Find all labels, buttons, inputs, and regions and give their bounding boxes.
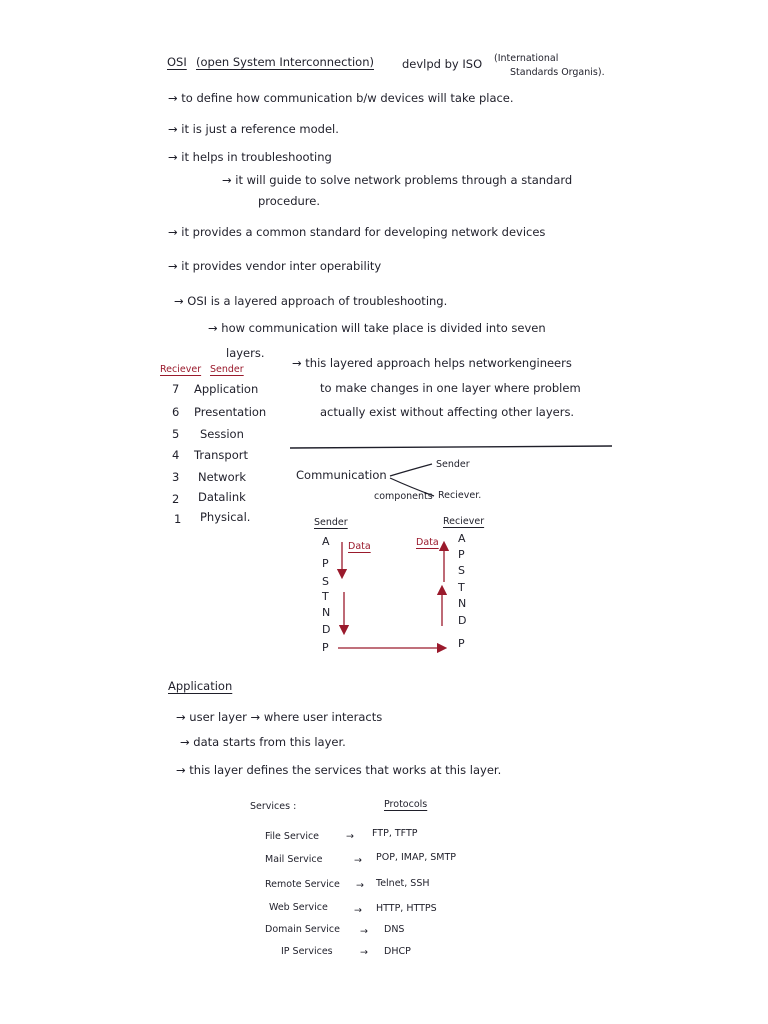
sender-column-label: Sender [314, 517, 348, 528]
arrow-icon: → [360, 947, 368, 958]
data-label-left: Data [348, 541, 371, 552]
note-line: → it is just a reference model. [168, 122, 339, 136]
sender-layer-letter: D [322, 623, 331, 636]
service-name: File Service [265, 831, 320, 842]
service-protocols: POP, IMAP, SMTP [376, 852, 456, 863]
section-divider-line [290, 446, 612, 448]
iso-line-1: (International [494, 53, 559, 64]
arrow-icon: → [354, 855, 362, 866]
service-protocols: DNS [384, 924, 405, 935]
layer-name: Network [198, 470, 247, 484]
sender-layer-letter: S [322, 575, 329, 588]
layer-number: 4 [172, 448, 180, 462]
note-line: → OSI is a layered approach of troubleshooting. [174, 294, 448, 308]
sender-layer-letter: A [322, 535, 330, 548]
note-line: → this layered approach helps networkengineers [292, 356, 572, 370]
layer-name: Session [200, 427, 244, 441]
note-line: → it helps in troubleshooting [168, 150, 332, 164]
protocols-label: Protocols [384, 799, 428, 810]
reciever-layer-letter: T [458, 581, 465, 594]
layer-name: Presentation [194, 405, 267, 419]
layer-name: Application [194, 382, 259, 396]
note-line: to make changes in one layer where problem [320, 381, 581, 395]
arrow-icon: → [356, 880, 364, 891]
osi-prefix: OSI [167, 55, 187, 69]
note-line: → how communication will take place is divided into seven [208, 321, 546, 335]
service-protocols: Telnet, SSH [376, 878, 430, 889]
layer-number: 6 [172, 405, 180, 419]
reciever-column-label: Reciever [443, 516, 485, 527]
reciever-layer-letter: A [458, 532, 466, 545]
note-line: → it provides vendor inter operability [168, 259, 382, 273]
application-point: → this layer defines the services that works at this layer. [176, 763, 502, 777]
service-protocols: DHCP [384, 946, 411, 957]
reciever-layer-letter: N [458, 597, 467, 610]
sender-layer-letter: P [322, 641, 329, 654]
application-heading: Application [168, 679, 233, 693]
layer-number: 2 [172, 492, 180, 506]
sender-layer-letter: T [322, 590, 329, 603]
services-label: Services : [250, 801, 297, 812]
reciever-label: Reciever [160, 364, 202, 375]
layer-name: Datalink [198, 490, 246, 504]
layer-name: Physical. [200, 510, 251, 524]
note-line: layers. [226, 346, 265, 360]
note-line: procedure. [258, 194, 321, 208]
layer-number: 1 [174, 512, 182, 526]
arrow-icon: → [346, 831, 354, 842]
layer-number: 5 [172, 427, 180, 441]
reciever-branch: Reciever. [438, 490, 482, 501]
developed-by: devlpd by ISO [402, 57, 483, 71]
note-line: → it provides a common standard for developing network devices [168, 225, 546, 239]
osi-full-name: (open System Interconnection) [196, 55, 374, 69]
note-line: → to define how communication b/w devices will take place. [168, 91, 514, 105]
service-name: Remote Service [265, 879, 340, 890]
reciever-layer-letter: P [458, 548, 465, 561]
note-line: → it will guide to solve network problems through a standard [222, 173, 573, 187]
service-protocols: FTP, TFTP [372, 828, 418, 839]
note-line: actually exist without affecting other layers. [320, 405, 575, 419]
application-point: → user layer → where user interacts [176, 710, 383, 724]
iso-line-2: Standards Organis). [510, 67, 605, 78]
reciever-layer-letter: S [458, 564, 465, 577]
data-label-right: Data [416, 537, 439, 548]
service-protocols: HTTP, HTTPS [376, 903, 437, 914]
brace-to-sender [390, 464, 432, 476]
application-point: → data starts from this layer. [180, 735, 346, 749]
arrow-icon: → [354, 905, 362, 916]
sender-label: Sender [210, 364, 244, 375]
layer-number: 7 [172, 382, 180, 396]
reciever-layer-letter: D [458, 614, 467, 627]
service-name: Mail Service [265, 854, 323, 865]
reciever-layer-letter: P [458, 637, 465, 650]
sender-branch: Sender [436, 459, 470, 470]
layer-number: 3 [172, 470, 180, 484]
service-name: IP Services [281, 946, 333, 957]
arrow-icon: → [360, 926, 368, 937]
service-name: Web Service [269, 902, 328, 913]
layer-name: Transport [194, 448, 248, 462]
sender-layer-letter: N [322, 606, 331, 619]
communication-title: Communication [296, 468, 387, 482]
service-name: Domain Service [265, 924, 340, 935]
sender-layer-letter: P [322, 557, 329, 570]
components-label: components [374, 491, 433, 502]
